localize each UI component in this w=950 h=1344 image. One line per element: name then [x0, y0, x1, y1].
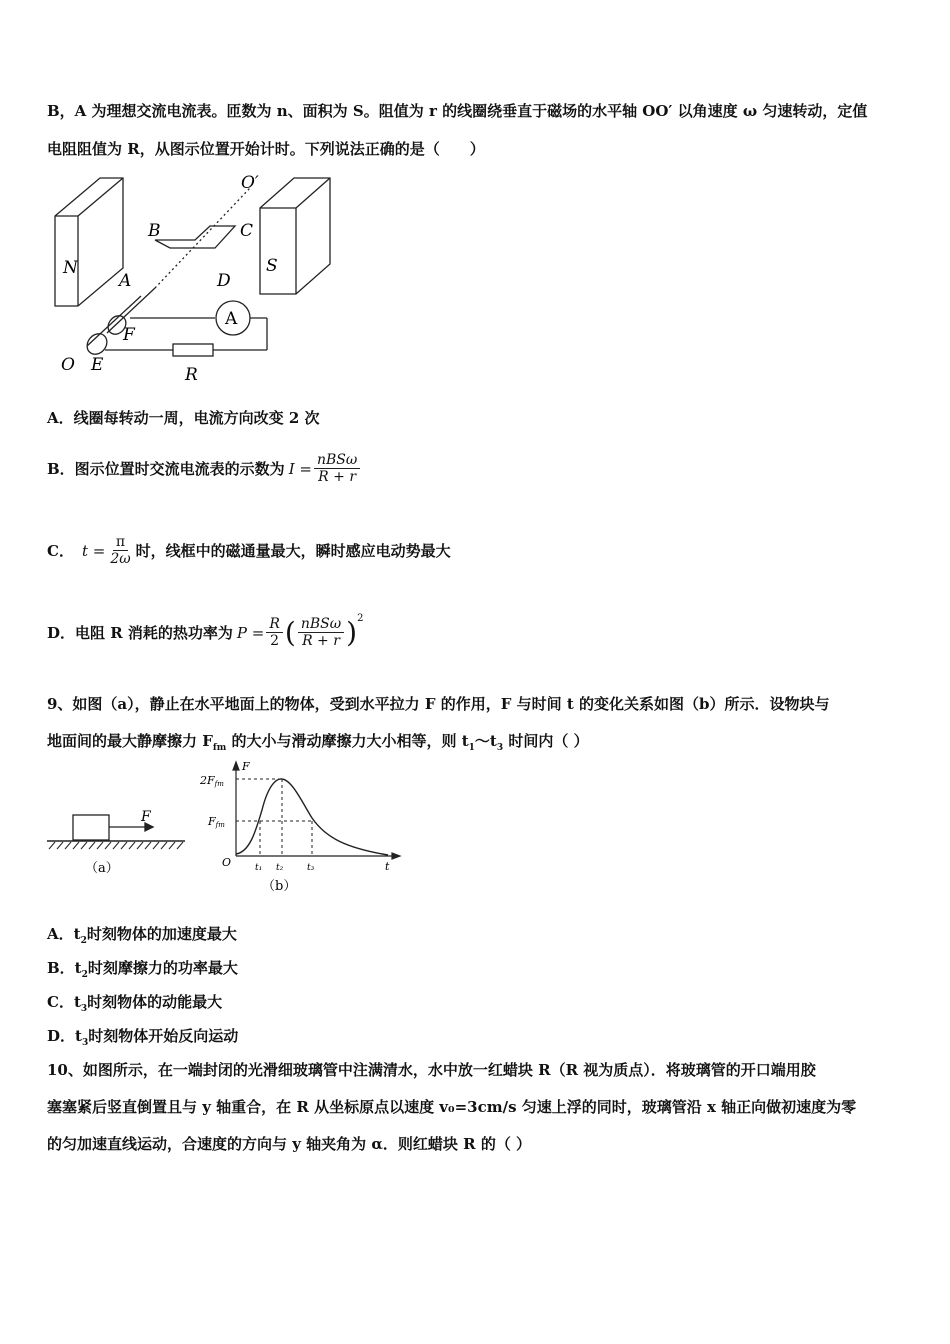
q8-option-b [47, 452, 362, 485]
label-d: D [217, 271, 231, 291]
q9-stem-part: 地面间的最大静摩擦力 F [47, 732, 213, 750]
frac-numerator: nBSω [314, 452, 360, 469]
q8-generator-figure [45, 168, 280, 388]
q8-option-c-fraction [107, 534, 133, 567]
label-f: F [123, 325, 135, 345]
q8-option-d-fraction1 [266, 616, 283, 649]
subscript-fm: fm [215, 821, 225, 829]
option-prefix: C．t [47, 993, 81, 1011]
q9-stem-part: 的大小与滑动摩擦力大小相等，则 t [226, 732, 469, 750]
option-prefix: A．t [47, 925, 81, 943]
subscript: 3 [80, 1004, 88, 1014]
q10-line2: 塞塞紧后竖直倒置且与 y 轴重合，在 R 从坐标原点以速度 v₀=3cm/s 匀速上浮的同时，玻璃管沿 x 轴正向做初速度为零 [47, 1098, 857, 1116]
q8-option-d-text: D．电阻 R 消耗的热功率为 [47, 623, 233, 642]
option-text: 时刻物体的加速度最大 [86, 925, 237, 943]
q8-intro-line2: 电阻阻值为 R，从图示位置开始计时。下列说法正确的是（ ） [47, 140, 485, 158]
q8-option-b-text: B．图示位置时交流电流表的示数为 [47, 459, 285, 478]
q9-figure-b [198, 758, 403, 898]
frac-denominator: R + r [302, 633, 340, 649]
subscript: 3 [81, 1038, 89, 1048]
q8-option-d-fraction2 [298, 616, 344, 649]
label-f: F [208, 815, 216, 828]
label-o: O [61, 355, 75, 375]
option-prefix: D．t [47, 1027, 82, 1045]
q8-option-b-lhs: I = [288, 459, 312, 478]
q9-option-a [47, 924, 237, 951]
label-2ffm [199, 774, 224, 788]
label-b: B [148, 221, 161, 241]
q9-option-c [47, 992, 222, 1019]
frac-numerator: π [113, 534, 128, 551]
q9-stem-line1: 9、如图（a），静止在水平地面上的物体，受到水平拉力 F 的作用，F 与时间 t 的变化关系如图（b）所示．设物块与 [47, 695, 830, 713]
q8-intro-line1: B，A 为理想交流电流表。匝数为 n、面积为 S。阻值为 r 的线圈绕垂直于磁场的水平轴 OO′ 以角速度 ω 匀速转动，定值 [47, 102, 868, 120]
subscript: 2 [80, 936, 87, 946]
frac-numerator: R [266, 616, 283, 633]
frac-numerator: nBSω [298, 616, 344, 633]
tick-t3: t₃ [307, 863, 315, 873]
q8-option-c-text: 时，线框中的磁通量最大，瞬时感应电动势最大 [135, 541, 451, 560]
y-axis-label: F [242, 760, 250, 773]
q8-option-a: A．线圈每转动一周，电流方向改变 2 次 [47, 409, 320, 427]
frac-denominator: 2ω [110, 551, 131, 567]
subscript: 2 [81, 970, 88, 980]
subscript: 3 [496, 743, 504, 753]
frac-denominator: 2 [270, 633, 280, 649]
subscript-fm: fm [214, 780, 224, 788]
fig-a-caption: （a） [85, 861, 119, 876]
q8-option-d-lhs: P = [236, 623, 265, 642]
label-a: A [119, 271, 132, 291]
q9-figure-a [45, 805, 190, 880]
subscript: 1 [468, 743, 475, 753]
q8-option-c-label: C． [47, 541, 74, 560]
label-s: S [266, 256, 278, 276]
q9-stem-part: 时间内（ ） [503, 732, 589, 750]
q8-option-c [47, 534, 451, 567]
q9-stem-part: ～t [474, 732, 497, 750]
ammeter-label: A [225, 309, 238, 329]
label-r: R [185, 365, 198, 385]
option-text: 时刻物体开始反向运动 [88, 1027, 239, 1045]
option-text: 时刻摩擦力的功率最大 [87, 959, 238, 977]
q8-option-c-lhs: t = [81, 541, 106, 560]
fig-b-caption: （b） [262, 879, 297, 894]
q9-option-b [47, 958, 238, 985]
q10-line3: 的匀加速直线运动，合速度的方向与 y 轴夹角为 α．则红蜡块 R 的（ ） [47, 1135, 532, 1153]
q10-line1: 10、如图所示，在一端封闭的光滑细玻璃管中注满清水，水中放一红蜡块 R（R 视为质点）．将玻璃管的开口端用胶 [47, 1061, 816, 1079]
s-magnet [258, 176, 334, 298]
q8-option-b-fraction [314, 452, 360, 485]
label-ffm [207, 815, 225, 829]
label-2f: 2F [200, 774, 215, 787]
q9-option-d [47, 1026, 238, 1053]
frac-denominator: R + r [318, 469, 357, 485]
origin-label: O [222, 856, 232, 869]
tick-t1: t₁ [255, 863, 263, 873]
label-c: C [240, 221, 254, 241]
label-o-prime: O′ [241, 173, 259, 193]
option-text: 时刻物体的动能最大 [87, 993, 223, 1011]
x-axis-label: t [385, 860, 390, 873]
q9-stem-line2 [47, 731, 589, 758]
label-n: N [63, 258, 78, 278]
exponent: 2 [357, 612, 364, 624]
label-e: E [91, 355, 104, 375]
q8-option-d: D．电阻 R 消耗的热功率为 P = $\frac{R}{2}$ ( $\frac{\text{nBSω}}{R + r}$ ) $^2$ [47, 616, 363, 649]
option-prefix: B．t [47, 959, 82, 977]
force-label: F [141, 809, 151, 825]
tick-t2: t₂ [276, 863, 284, 873]
subscript: fm [212, 743, 227, 753]
